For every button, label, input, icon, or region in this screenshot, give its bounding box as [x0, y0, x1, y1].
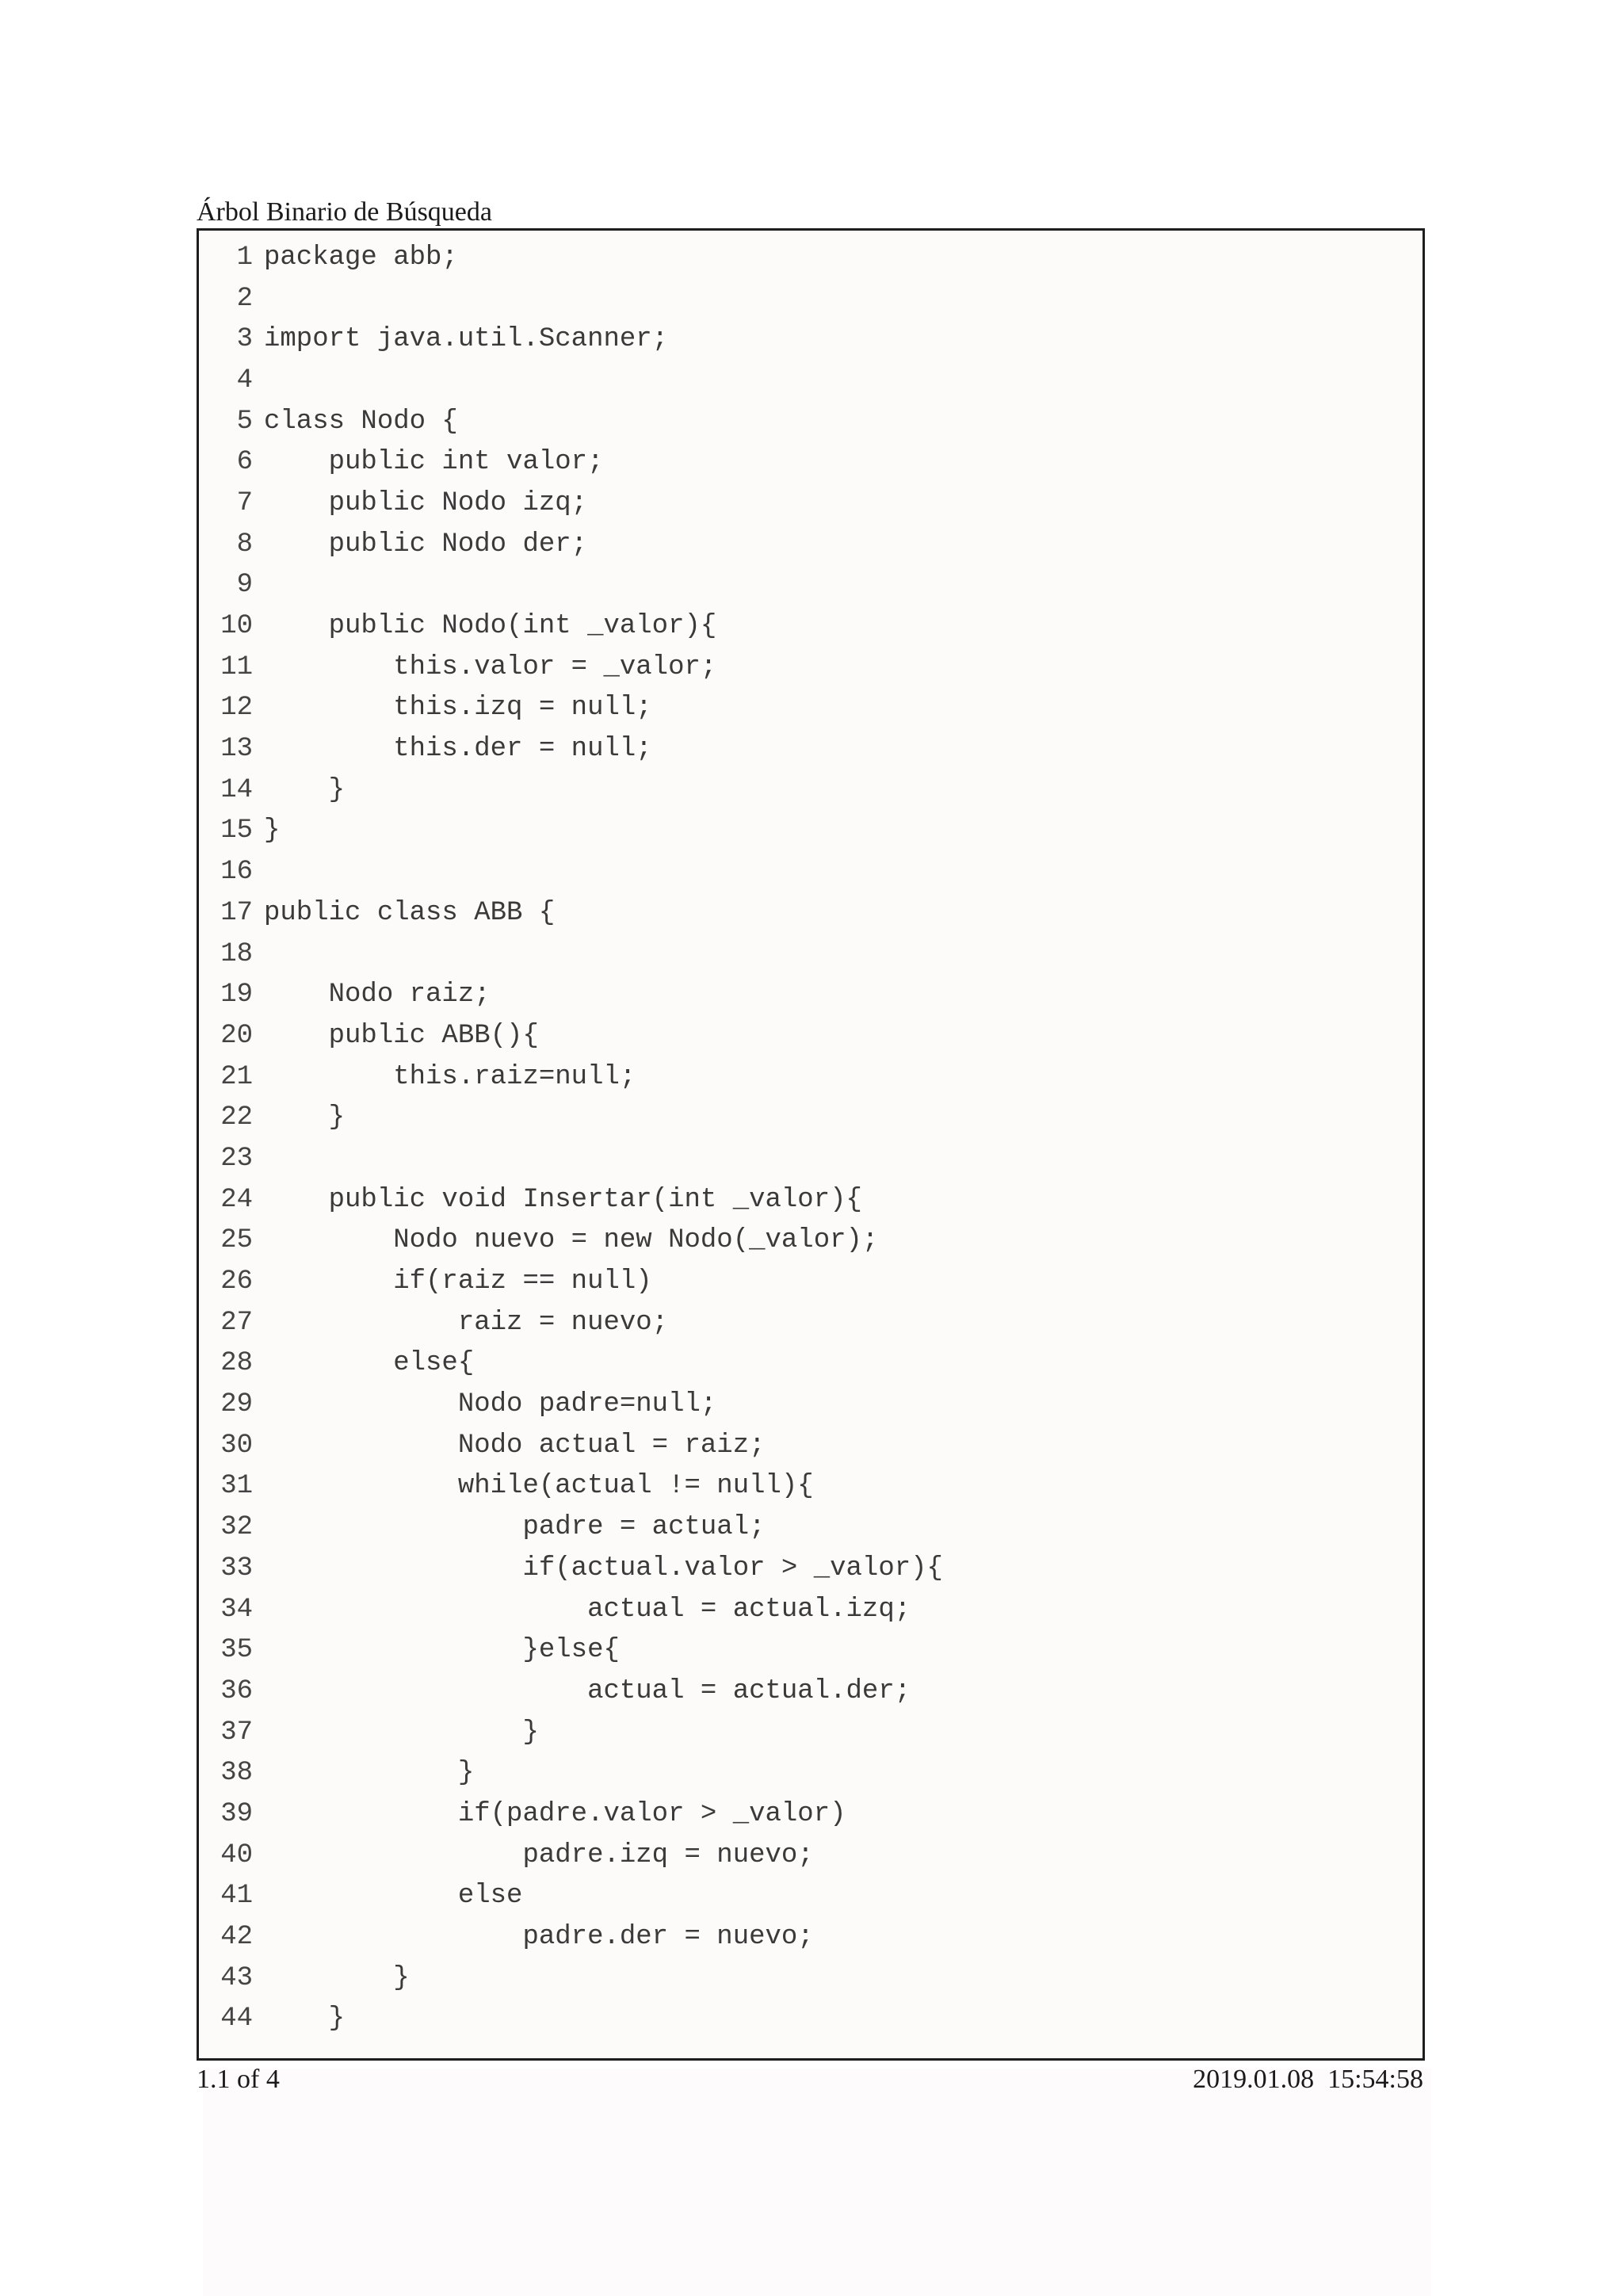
code-line — [199, 1261, 943, 1302]
line-number: 16 — [220, 857, 253, 888]
code-line — [199, 319, 943, 360]
code-line — [199, 647, 943, 688]
code-line — [199, 1343, 943, 1385]
line-code-text: public Nodo der; — [264, 529, 588, 560]
line-number: 31 — [220, 1471, 253, 1502]
line-number: 38 — [220, 1758, 253, 1789]
line-code-text: public Nodo izq; — [264, 487, 588, 518]
line-number: 28 — [220, 1348, 253, 1379]
line-number: 12 — [220, 693, 253, 724]
line-code-text: actual = actual.der; — [264, 1675, 911, 1706]
line-number: 6 — [236, 447, 253, 478]
line-number: 42 — [220, 1922, 253, 1953]
line-code-text: public ABB(){ — [264, 1020, 539, 1051]
line-number: 34 — [220, 1594, 253, 1625]
line-number: 30 — [220, 1430, 253, 1461]
line-number: 43 — [220, 1962, 253, 1993]
line-code-text: } — [264, 1717, 539, 1748]
code-line — [199, 892, 943, 934]
code-line — [199, 1138, 943, 1179]
line-number: 8 — [236, 529, 253, 560]
line-number: 11 — [220, 651, 253, 682]
line-number: 29 — [220, 1389, 253, 1420]
line-number: 14 — [220, 774, 253, 805]
code-line — [199, 441, 943, 483]
code-line — [199, 1466, 943, 1507]
line-code-text: }else{ — [264, 1635, 620, 1666]
code-line — [199, 1302, 943, 1343]
code-line — [199, 1671, 943, 1712]
line-number: 32 — [220, 1512, 253, 1543]
line-code-text: Nodo raiz; — [264, 980, 491, 1010]
line-code-text: } — [264, 1962, 410, 1993]
page-indicator: 1.1 of 4 — [197, 2065, 280, 2094]
code-listing-frame — [197, 228, 1425, 2061]
line-code-text: if(actual.valor > _valor){ — [264, 1553, 943, 1584]
code-line — [199, 606, 943, 647]
code-line — [199, 1958, 943, 1999]
document-title: Árbol Binario de Búsqueda — [197, 197, 492, 227]
code-line — [199, 1507, 943, 1548]
line-number: 25 — [220, 1225, 253, 1256]
line-code-text: } — [264, 816, 281, 846]
line-code-text: actual = actual.izq; — [264, 1594, 911, 1625]
code-line — [199, 1097, 943, 1138]
code-line — [199, 1794, 943, 1835]
code-line — [199, 1752, 943, 1794]
code-line — [199, 1629, 943, 1671]
code-line — [199, 1179, 943, 1221]
code-line — [199, 811, 943, 852]
code-line — [199, 1876, 943, 1917]
line-code-text: if(raiz == null) — [264, 1266, 652, 1297]
line-code-text: this.izq = null; — [264, 693, 652, 724]
code-line — [199, 1056, 943, 1098]
line-number: 23 — [220, 1143, 253, 1174]
line-code-text: } — [264, 1102, 346, 1133]
line-code-text: } — [264, 774, 346, 805]
line-code-text: this.valor = _valor; — [264, 651, 717, 682]
line-code-text: public int valor; — [264, 447, 604, 478]
line-code-text: Nodo padre=null; — [264, 1389, 717, 1420]
line-number: 2 — [236, 283, 253, 314]
line-number: 15 — [220, 816, 253, 846]
line-number: 18 — [220, 938, 253, 969]
line-number: 10 — [220, 611, 253, 642]
line-number: 4 — [236, 365, 253, 395]
line-number: 37 — [220, 1717, 253, 1748]
code-line — [199, 1221, 943, 1262]
line-number: 26 — [220, 1266, 253, 1297]
line-number: 36 — [220, 1675, 253, 1706]
line-code-text: raiz = nuevo; — [264, 1307, 669, 1338]
line-code-text: Nodo nuevo = new Nodo(_valor); — [264, 1225, 879, 1256]
line-number: 40 — [220, 1839, 253, 1870]
line-number: 3 — [236, 324, 253, 355]
line-code-text: public Nodo(int _valor){ — [264, 611, 717, 642]
line-code-text: } — [264, 2004, 346, 2034]
code-line — [199, 1712, 943, 1753]
line-number: 44 — [220, 2004, 253, 2034]
line-number: 19 — [220, 980, 253, 1010]
line-code-text: while(actual != null){ — [264, 1471, 814, 1502]
code-line — [199, 1384, 943, 1425]
line-code-text: padre = actual; — [264, 1512, 766, 1543]
line-number: 27 — [220, 1307, 253, 1338]
code-line — [199, 974, 943, 1015]
code-lines — [199, 237, 943, 2039]
code-line — [199, 1589, 943, 1630]
code-line — [199, 1015, 943, 1056]
line-number: 13 — [220, 734, 253, 765]
line-number: 9 — [236, 570, 253, 601]
line-number: 1 — [236, 242, 253, 273]
code-line — [199, 1916, 943, 1958]
line-code-text: if(padre.valor > _valor) — [264, 1798, 846, 1829]
line-number: 33 — [220, 1553, 253, 1584]
code-line — [199, 237, 943, 278]
code-line — [199, 1999, 943, 2040]
code-line — [199, 1548, 943, 1589]
line-code-text: this.der = null; — [264, 734, 652, 765]
line-number: 17 — [220, 897, 253, 928]
code-line — [199, 688, 943, 729]
code-line — [199, 278, 943, 319]
line-code-text: } — [264, 1758, 475, 1789]
line-number: 24 — [220, 1184, 253, 1215]
code-line — [199, 483, 943, 524]
line-number: 35 — [220, 1635, 253, 1666]
line-number: 21 — [220, 1061, 253, 1092]
line-code-text: else{ — [264, 1348, 475, 1379]
code-line — [199, 1835, 943, 1876]
line-code-text: Nodo actual = raiz; — [264, 1430, 766, 1461]
page-background-tint — [203, 2069, 1431, 2296]
code-line — [199, 401, 943, 442]
line-number: 39 — [220, 1798, 253, 1829]
code-line — [199, 524, 943, 565]
line-number: 41 — [220, 1881, 253, 1912]
line-code-text: class Nodo { — [264, 406, 458, 437]
print-timestamp: 2019.01.08 15:54:58 — [1193, 2065, 1423, 2094]
line-code-text: this.raiz=null; — [264, 1061, 636, 1092]
line-code-text: import java.util.Scanner; — [264, 324, 669, 355]
code-line — [199, 565, 943, 606]
line-code-text: public void Insertar(int _valor){ — [264, 1184, 862, 1215]
code-line — [199, 728, 943, 770]
line-number: 7 — [236, 487, 253, 518]
code-line — [199, 770, 943, 811]
line-number: 22 — [220, 1102, 253, 1133]
line-code-text: padre.izq = nuevo; — [264, 1839, 814, 1870]
line-code-text: padre.der = nuevo; — [264, 1922, 814, 1953]
line-number: 5 — [236, 406, 253, 437]
line-number: 20 — [220, 1020, 253, 1051]
code-line — [199, 360, 943, 401]
line-code-text: public class ABB { — [264, 897, 556, 928]
line-code-text: else — [264, 1881, 523, 1912]
code-line — [199, 934, 943, 975]
code-line — [199, 851, 943, 892]
line-code-text: package abb; — [264, 242, 458, 273]
code-line — [199, 1425, 943, 1466]
